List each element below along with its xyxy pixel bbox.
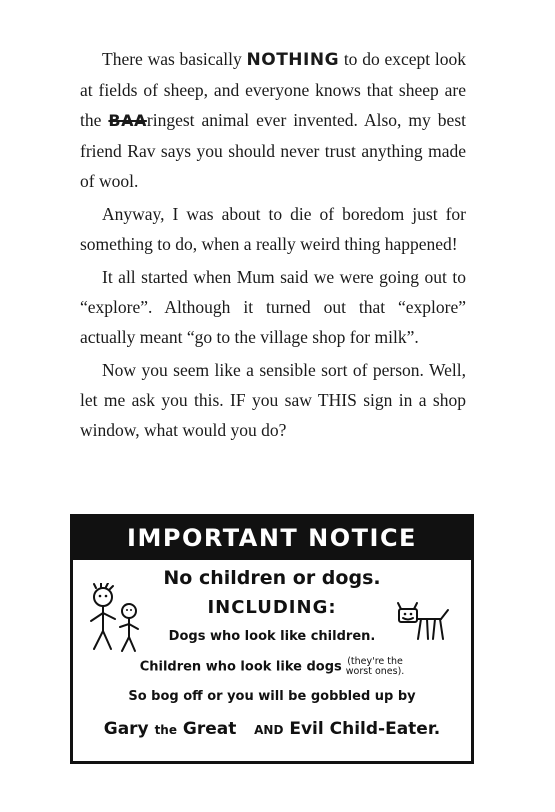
notice-line-dogs: Dogs who look like children.: [168, 629, 376, 644]
important-notice-sign: [70, 514, 474, 764]
notice-aside-line-1: (they're the: [347, 656, 403, 667]
paragraph-2: Anyway, I was about to die of boredom just for something to do, when a really weird thing happened!: [80, 204, 466, 254]
paragraph-1-text-a: There was basically: [102, 49, 247, 69]
stick-children-drawing-icon: [85, 583, 145, 663]
paragraph-4: Now you seem like a sensible sort of person. Well, let me ask you this. IF you saw THIS sign in a shop window, what would you do?: [80, 360, 466, 440]
paragraph-3: It all started when Mum said we were going out to “explore”. Although it turned out that “explore” actually meant “go to the village shop for milk”.: [80, 267, 466, 347]
notice-line-no-children: No children or dogs.: [163, 567, 381, 589]
notice-line-bog-off: So bog off or you will be gobbled up by: [128, 689, 416, 704]
gary-and: AND: [254, 723, 284, 737]
paragraph-1: [80, 44, 466, 196]
gary-evil-child-eater: Evil Child-Eater.: [283, 719, 441, 739]
notice-line-including: INCLUDING:: [207, 597, 337, 618]
gary-name: Gary: [103, 719, 155, 739]
gary-the: the: [154, 723, 177, 737]
gary-great: Great: [176, 719, 237, 739]
notice-aside: [346, 657, 405, 677]
body-text: [80, 44, 466, 448]
scribbled-baa: BAA: [108, 111, 147, 130]
paragraph-1-text-c: ringest animal ever invented. Also, my best friend Rav says you should never trust anything made of wool.: [80, 110, 466, 191]
notice-line-children-text: Children who look like dogs: [139, 659, 342, 675]
paragraph-1-text-b: to do except look at fields of sheep, and everyone knows that sheep are the: [80, 49, 467, 130]
notice-line-gary: [73, 719, 471, 739]
emphasis-nothing: NOTHING: [246, 50, 340, 70]
notice-line-children: [73, 657, 471, 677]
notice-aside-line-2: worst ones).: [345, 666, 405, 677]
notice-title: IMPORTANT NOTICE: [72, 516, 472, 560]
